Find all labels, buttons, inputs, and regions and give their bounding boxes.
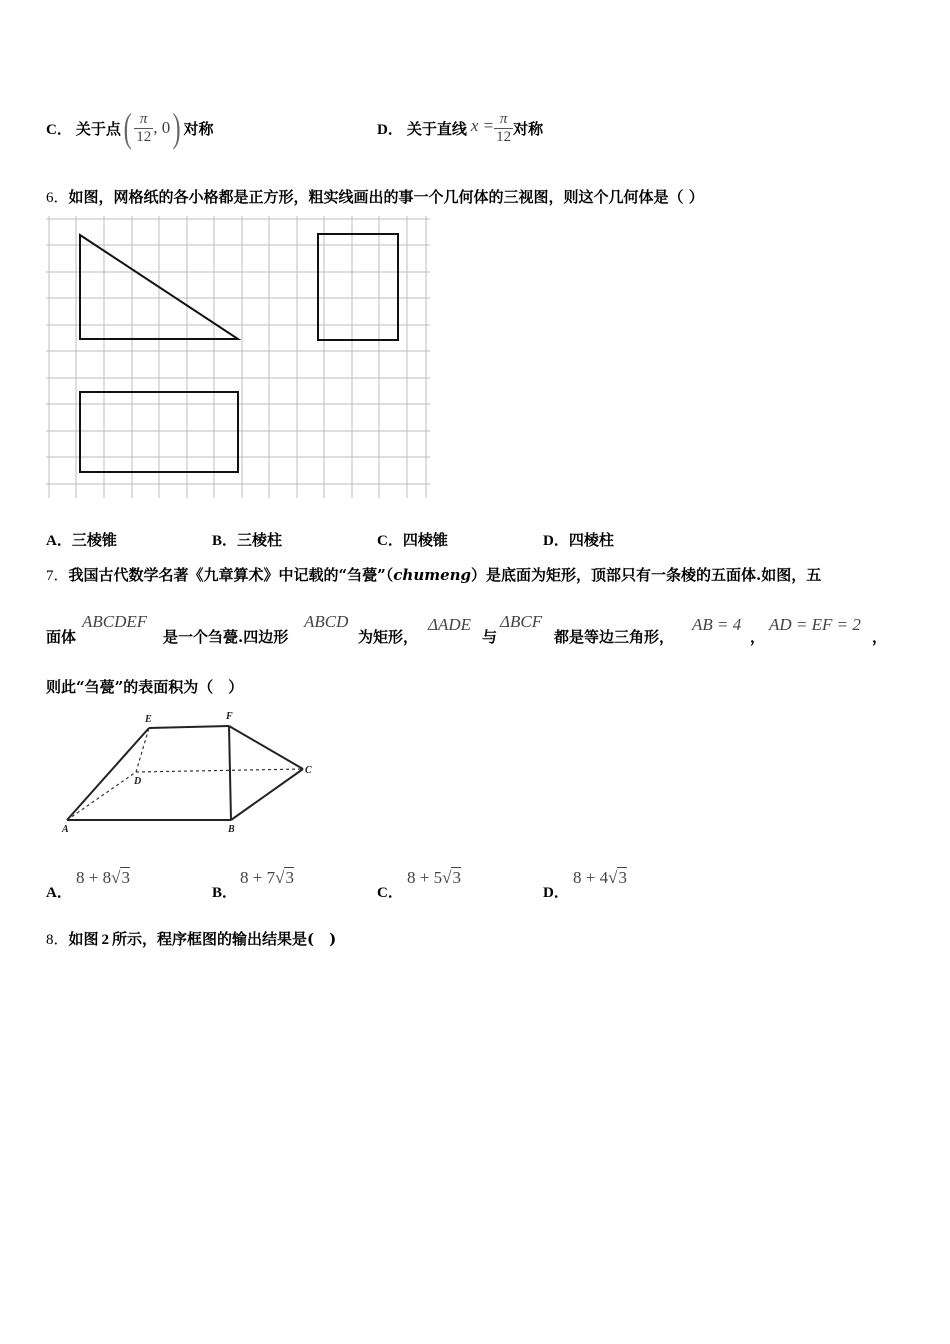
point-coordinate: , 0	[153, 118, 171, 137]
pinyin-term: chumeng	[393, 566, 472, 584]
question-number: 6．	[46, 190, 69, 206]
fraction	[134, 111, 153, 146]
question-number: 7．	[46, 568, 69, 584]
math-ab-length: AB = 4	[692, 615, 742, 634]
value-prefix: 8 + 7	[240, 868, 276, 887]
vertex-label-c: C	[305, 765, 312, 776]
line-equation: x =	[470, 116, 495, 135]
fraction	[494, 111, 513, 146]
math-ad-ef-length: AD = EF = 2	[769, 615, 861, 634]
q6-option-b[interactable]	[212, 529, 282, 550]
option-letter: C．	[46, 121, 72, 138]
stem-text: 所示，程序框图的输出结果是( )	[112, 930, 337, 948]
option-text: 关于点	[75, 119, 121, 138]
option-value: 8 + 7√3	[240, 868, 294, 887]
option-letter: B．	[212, 533, 238, 549]
stem-text: 是一个刍甍.四边形	[163, 628, 289, 646]
option-tail: 对称	[513, 119, 544, 138]
side-view-rectangle	[318, 234, 398, 340]
q5-option-c[interactable]	[46, 104, 214, 152]
figure-number: 2	[101, 932, 110, 948]
q8-stem	[46, 928, 336, 949]
three-view-figure	[46, 216, 430, 498]
option-text: 四棱柱	[568, 531, 614, 549]
vertex-label-d: D	[134, 776, 142, 787]
stem-text: 如图	[68, 930, 99, 948]
fraction-denominator: 12	[136, 128, 152, 145]
option-letter: A．	[46, 885, 72, 901]
fraction-denominator: 12	[496, 128, 512, 145]
chumeng-figure	[60, 706, 320, 846]
vertex-label-f: F	[226, 711, 233, 722]
hidden-edges	[67, 728, 303, 820]
option-letter: A．	[46, 533, 72, 549]
radicand: 3	[121, 868, 130, 887]
radicand: 3	[618, 868, 627, 887]
option-text: 四棱锥	[402, 531, 448, 549]
value-prefix: 8 + 5	[407, 868, 443, 887]
option-value: 8 + 5√3	[407, 868, 461, 887]
option-letter: C．	[377, 885, 403, 901]
fraction-numerator: π	[134, 111, 153, 129]
q6-option-c[interactable]	[377, 529, 448, 550]
math-abcdef: ABCDEF	[82, 612, 148, 631]
option-letter: C．	[377, 533, 403, 549]
radicand: 3	[285, 868, 294, 887]
math-abcd: ABCD	[304, 612, 349, 631]
option-tail: 对称	[183, 119, 214, 138]
q6-option-d[interactable]	[543, 529, 614, 550]
option-letter: D．	[377, 121, 403, 138]
stem-text: 我国古代数学名著《九章算术》中记载的“刍甍”（	[68, 566, 394, 584]
option-value: 8 + 4√3	[573, 868, 627, 887]
stem-text: 都是等边三角形，	[554, 628, 675, 646]
option-text: 关于直线	[406, 119, 467, 138]
value-prefix: 8 + 4	[573, 868, 609, 887]
option-letter: B．	[212, 885, 238, 901]
option-text: 三棱柱	[237, 531, 283, 549]
q5-option-d[interactable]	[377, 104, 543, 152]
comma: ，	[750, 628, 766, 646]
math-triangle-bcf: ΔBCF	[500, 612, 543, 631]
vertex-label-e: E	[145, 714, 152, 725]
q6-stem	[46, 186, 704, 207]
stem-text: 面体	[46, 628, 77, 646]
option-text: 三棱锥	[71, 531, 117, 549]
option-value: 8 + 8√3	[76, 868, 130, 887]
stem-text: 为矩形，	[358, 628, 419, 646]
q6-option-a[interactable]	[46, 529, 117, 550]
option-letter: D．	[543, 533, 569, 549]
question-number: 8．	[46, 932, 69, 948]
q7-stem-line3: 则此“刍甍”的表面积为（ ）	[46, 678, 244, 696]
value-prefix: 8 + 8	[76, 868, 112, 887]
option-letter: D．	[543, 885, 569, 901]
math-triangle-ade: ΔADE	[428, 615, 472, 634]
radicand: 3	[452, 868, 461, 887]
left-paren: (	[123, 105, 132, 150]
vertex-label-a: A	[62, 824, 69, 835]
right-paren: )	[172, 105, 181, 150]
q7-stem-line1	[46, 564, 821, 585]
comma: ，	[872, 628, 888, 646]
vertex-label-b: B	[228, 824, 235, 835]
stem-text: 与	[482, 628, 498, 646]
fraction-numerator: π	[494, 111, 513, 129]
stem-text: ）是底面为矩形，顶部只有一条棱的五面体.如图，五	[471, 566, 822, 584]
question-text: 如图，网格纸的各小格都是正方形，粗实线画出的事一个几何体的三视图，则这个几何体是（ ）	[68, 188, 704, 206]
solid-edges	[67, 726, 303, 820]
